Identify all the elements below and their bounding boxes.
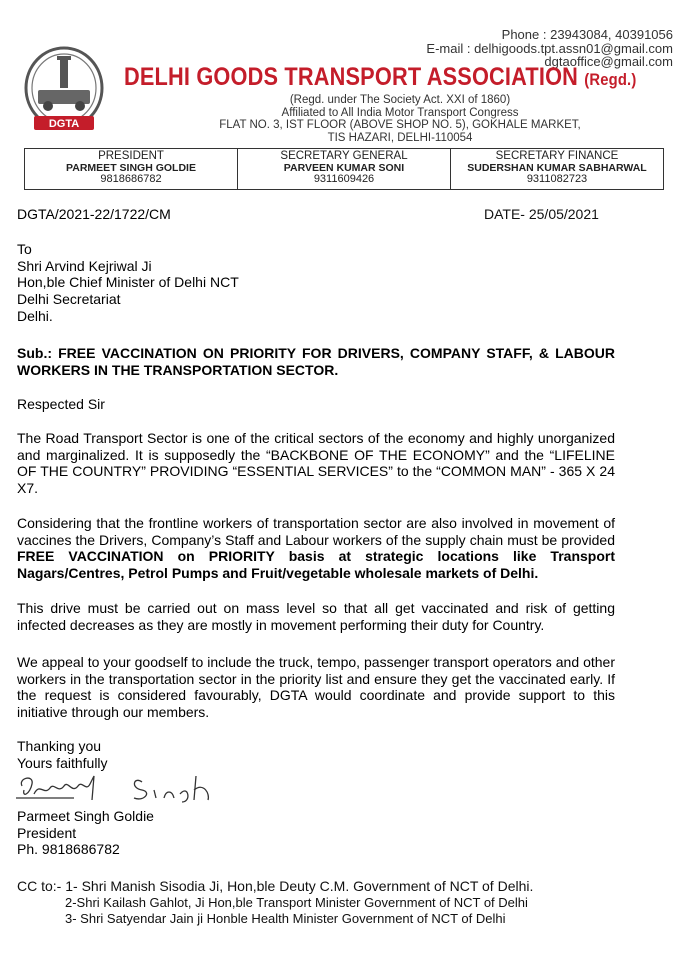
- regd-line: (Regd. under The Society Act. XXI of 1860): [289, 94, 511, 106]
- signer-name: Parmeet Singh Goldie: [17, 808, 154, 824]
- office-bearer-president: [25, 149, 237, 189]
- phone-line: Phone : 23943084, 40391056: [501, 27, 673, 42]
- office-phone: 9818686782: [100, 173, 162, 185]
- address-line-1: FLAT NO. 3, IST FLOOR (ABOVE SHOP NO. 5), GOKHALE MARKET,: [219, 119, 581, 131]
- salutation: Respected Sir: [17, 396, 105, 412]
- email-line-1: E-mail : delhigoods.tpt.assn01@gmail.com: [426, 40, 673, 56]
- recipient-city: Delhi.: [17, 307, 53, 324]
- thanking-line: Thanking you: [17, 738, 102, 754]
- subject-line: Sub.: FREE VACCINATION ON PRIORITY FOR DRIVERS, COMPANY STAFF, & LABOUR WORKERS IN THE TRANSPORTATION SECTOR.: [17, 345, 615, 378]
- office-name: PARMEET SINGH GOLDIE: [66, 161, 196, 174]
- affiliation-line: Affiliated to All India Motor Transport Congress: [281, 106, 519, 119]
- office-role: SECRETARY GENERAL: [280, 150, 408, 162]
- office-name: SUDERSHAN KUMAR SABHARWAL: [467, 161, 647, 174]
- signer-phone: Ph. 9818686782: [17, 841, 120, 858]
- recipient-title: Hon,ble Chief Minister of Delhi NCT: [17, 274, 239, 291]
- yours-line: Yours faithfully: [17, 754, 108, 771]
- office-phone: 9311082723: [526, 173, 588, 185]
- paragraph-1: The Road Transport Sector is one of the critical sectors of the economy and highly unorganized and marginalized. It is supposedly the “BACKBONE OF THE ECONOMY” and the “LIFELINE OF THE COUNTRY” PROVIDING “ESSENTIAL SERVICES” to the “COMMON MAN” - 365 X 24 X7.: [17, 430, 615, 497]
- cc-list: [17, 878, 533, 928]
- letter-date: DATE- 25/05/2021: [484, 206, 599, 222]
- closing: [17, 738, 615, 771]
- office-role: SECRETARY FINANCE: [495, 150, 619, 162]
- regd-mark: (Regd.): [584, 70, 637, 89]
- recipient-office: Delhi Secretariat: [17, 291, 121, 308]
- signature-image: [14, 772, 224, 806]
- cc-item-1: CC to:- 1- Shri Manish Sisodia Ji, Hon,ble Deuty C.M. Government of NCT of Delhi.: [17, 878, 534, 894]
- paragraph-2-bold: FREE VACCINATION on PRIORITY basis at strategic locations like Transport Nagars/Centres, Petrol Pumps and Fruit/vegetable wholesale markets of Delhi.: [17, 548, 615, 582]
- cc-item-2: 2-Shri Kailash Gahlot, Ji Hon,ble Transport Minister Government of NCT of Delhi: [65, 894, 528, 910]
- paragraph-4: We appeal to your goodself to include the truck, tempo, passenger transport operators and other workers in the transportation sector in the priority list and ensure they get the vaccinated early. If the request is considered favourably, DGTA would coordinate and provide support to this initiative through our members.: [17, 654, 615, 721]
- office-name: PARVEEN KUMAR SONI: [283, 161, 405, 174]
- cc-item-3: 3- Shri Satyendar Jain ji Honble Health Minister Government of NCT of Delhi: [65, 911, 506, 926]
- reference-number: DGTA/2021-22/1722/CM: [17, 206, 171, 222]
- office-bearer-secretary-general: [237, 149, 450, 189]
- email-line-2: dgtaoffice@gmail.com: [544, 54, 673, 69]
- recipient-name: Shri Arvind Kejriwal Ji: [17, 257, 152, 274]
- office-role: PRESIDENT: [98, 150, 164, 162]
- association-name: [124, 63, 636, 92]
- recipient-address: [17, 241, 615, 325]
- signer-title: President: [17, 824, 77, 841]
- paragraph-2-text: Considering that the frontline workers of transportation sector are also involved in movement of vaccines the Drivers, Company’s Staff and Labour workers of the supply chain must be provided: [17, 515, 615, 548]
- paragraph-3: This drive must be carried out on mass level so that all get vaccinated and risk of getting infected decreases as they are mostly in movement performing their duty for Country.: [17, 600, 615, 633]
- paragraph-2: [17, 515, 615, 582]
- logo-text: DGTA: [48, 118, 80, 130]
- office-bearers-table: [24, 148, 664, 190]
- letterhead-details: [190, 94, 610, 144]
- to-line: To: [17, 241, 32, 257]
- office-phone: 9311609426: [313, 173, 375, 185]
- office-bearer-secretary-finance: [450, 149, 663, 189]
- address-line-2: TIS HAZARI, DELHI-110054: [327, 131, 473, 144]
- dgta-logo: [22, 46, 106, 138]
- association-title: DELHI GOODS TRANSPORT ASSOCIATION: [124, 63, 579, 91]
- signer-block: [17, 808, 615, 858]
